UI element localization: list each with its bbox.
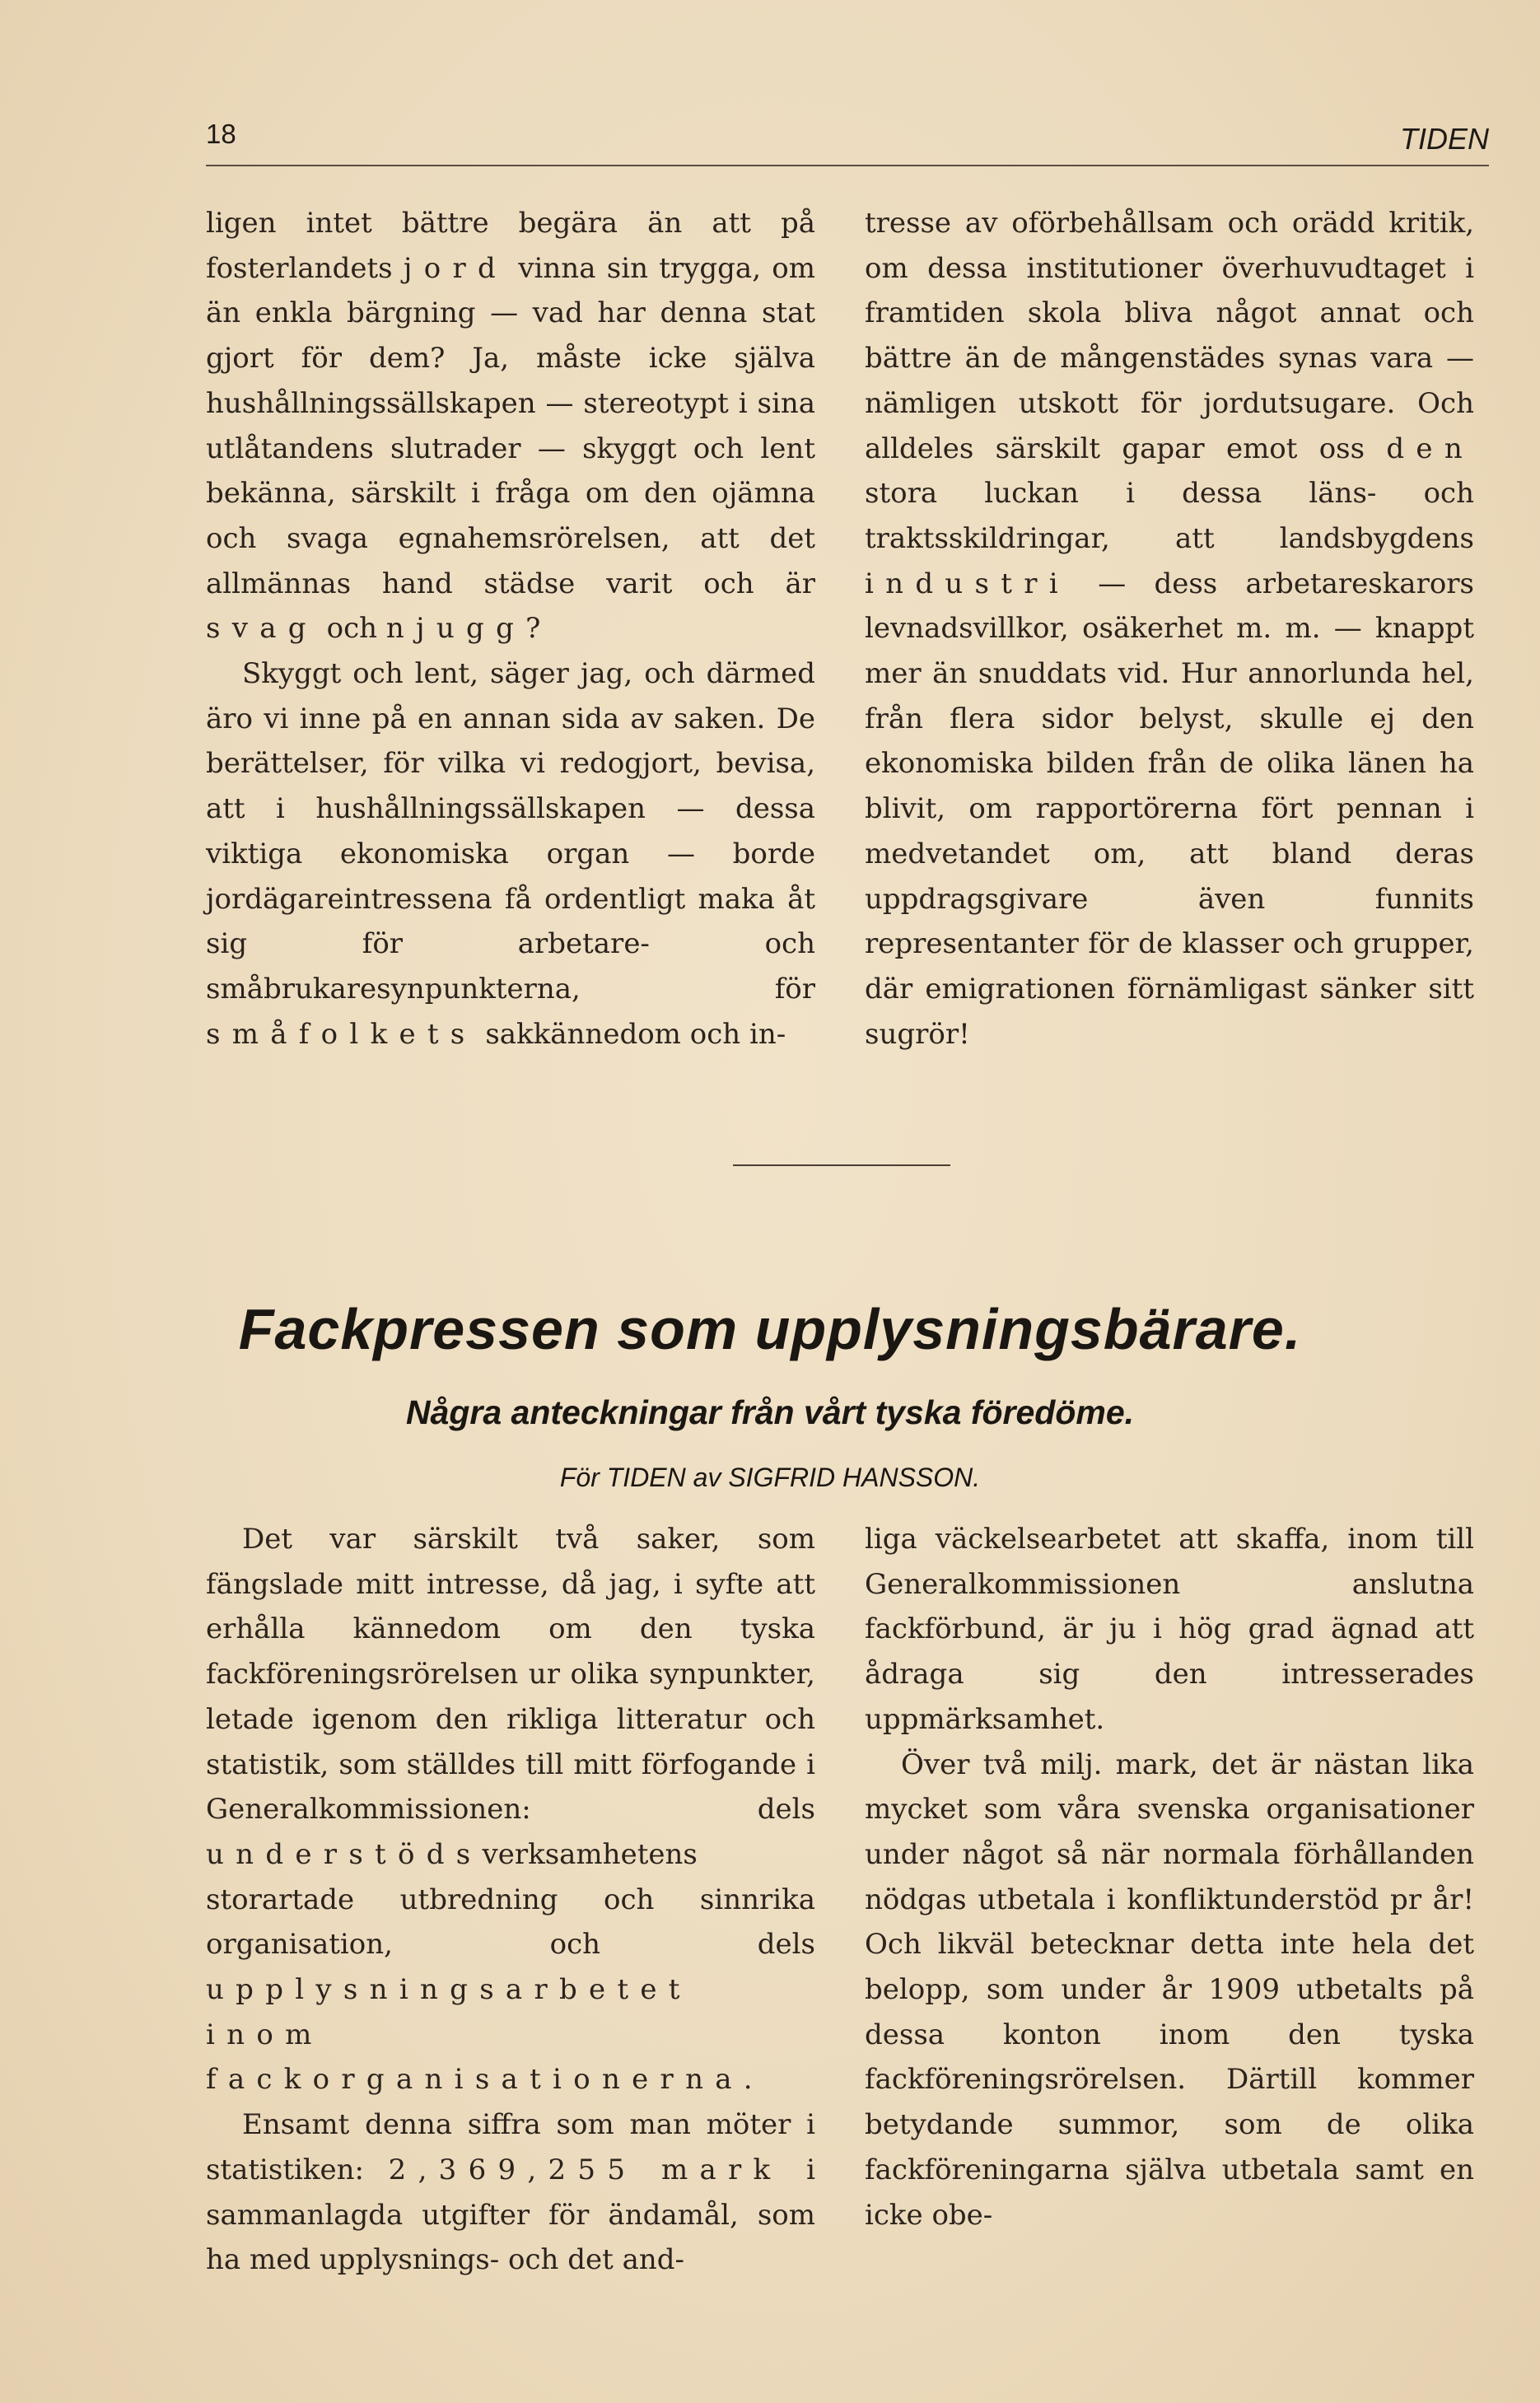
text-run: vinna sin trygga, om än enkla bärgning — vad har denna stat gjort för dem? Ja, måste icke själva hushållningssällskapen — stereotypt i sina utlåtandens slutrader — skyggt och lent bekänna, särskilt i fråga om den ojämna och svaga egnahemsrörelsen, att det allmännas hand städse varit och är [206, 251, 815, 600]
spaced-emphasis: upplysningsarbetet inom fackorganisationerna [206, 1973, 744, 2097]
article-title: Fackpressen som upplysningsbärare. [238, 1297, 1302, 1361]
article-subtitle: Några anteckningar från vårt tyska föredöme. [405, 1393, 1135, 1431]
text-run: sakkännedom och in- [476, 1017, 786, 1051]
section-divider [733, 1164, 950, 1166]
spaced-emphasis: 2,369,255 [388, 2153, 637, 2186]
spaced-emphasis: industri [865, 567, 1070, 600]
text-run: stora luckan i dessa läns- och traktsskildringar, att landsbygdens [865, 477, 1474, 555]
article1-left-column [206, 201, 815, 1057]
spaced-emphasis: svag [206, 612, 318, 646]
article2-right-paragraph-2: Över två milj. mark, det är nästan lika mycket som våra svenska organisationer under något så när normala förhållanden nödgas utbetala i konfliktunderstöd pr år! Och likväl betecknar detta inte hela det belopp, som under år 1909 utbetalts på dessa konton inom den tyska fackföreningsrörelsen. Därtill kommer betydande summor, som de olika fackföreningarna själva utbetala samt en icke obe- [865, 1747, 1474, 2232]
text-run: — dess arbetareskarors levnadsvillkor, osäkerhet m. m. — knappt mer än snuddats vid. Hur annorlunda hel, från flera sidor belyst, skulle ej den ekonomiska bilden från de olika länen ha blivit, om rapportörerna fört pennan i medvetandet om, att bland deras uppdragsgivare även funnits representanter för de klasser och grupper, där emigrationen förnämligast sänker sitt sugrör! [865, 567, 1474, 1051]
article2-left-paragraph-1 [206, 1517, 815, 2102]
spaced-emphasis: småfolkets [206, 1017, 477, 1051]
article1-left-paragraph-2 [206, 651, 815, 1057]
article1-right-paragraph-1 [865, 201, 1474, 1057]
running-title: TIDEN [1400, 122, 1489, 156]
article2-right-paragraph-1: liga väckelsearbetet att skaffa, inom till Generalkommissionen anslutna fackförbund, är ju i hög grad ägnad att ådraga sig den intresserades uppmärksamhet. [865, 1523, 1474, 1736]
spaced-emphasis: understöds [206, 1837, 483, 1871]
article2-left-paragraph-2 [206, 2102, 815, 2283]
text-run: och [317, 612, 386, 646]
text-run: tresse av oförbehållsam och orädd kritik, om dessa institutioner överhuvudtaget i framtiden skola bliva något annat och bättre än de mångenstädes synas vara — nämligen utskott för jordutsugare. Och alldeles särskilt gapar emot oss [865, 207, 1474, 465]
article2-left-column [206, 1517, 815, 2283]
text-run: ligen intet bättre begära än att på fosterlandets [206, 207, 815, 285]
spaced-emphasis: jord [403, 251, 508, 285]
text-run: Ensamt denna siffra som man möter i statistiken: [206, 2108, 815, 2186]
article2-right-column [865, 1517, 1474, 2237]
text-run: Skyggt och lent, säger jag, och därmed äro vi inne på en annan sida av saken. De berättelser, för vilka vi redogjort, bevisa, att i hushållningssällskapen — dessa viktiga ekonomiska organ — borde jordägareintressena få ordentligt maka åt sig för arbetare- och småbrukaresynpunkterna, för [206, 657, 815, 1006]
page-number: 18 [206, 119, 236, 149]
article-byline: För TIDEN av SIGFRID HANSSON. [559, 1463, 981, 1492]
spaced-emphasis: den [1386, 432, 1474, 465]
spaced-emphasis: njugg? [385, 612, 553, 646]
text-run: Det var särskilt två saker, som fängslade mitt intresse, då jag, i syfte att erhålla kännedom om den tyska fackföreningsrörelsen ur olika synpunkter, letade igenom den rikliga litteratur och statistik, som ställdes till mitt förfogande i Generalkommissionen: dels [206, 1523, 815, 1827]
text-run [637, 2153, 661, 2186]
spaced-emphasis: mark [660, 2153, 782, 2186]
text-run: i sammanlagda utgifter för ändamål, som ha med upplysnings- och det and- [206, 2153, 815, 2277]
article1-left-paragraph-1 [206, 201, 815, 651]
article1-right-column [865, 201, 1474, 1057]
header-rule [206, 165, 1489, 166]
text-run: verksamhetens storartade utbredning och sinnrika organisation, och dels [206, 1837, 815, 1962]
text-run: . [743, 2063, 753, 2097]
